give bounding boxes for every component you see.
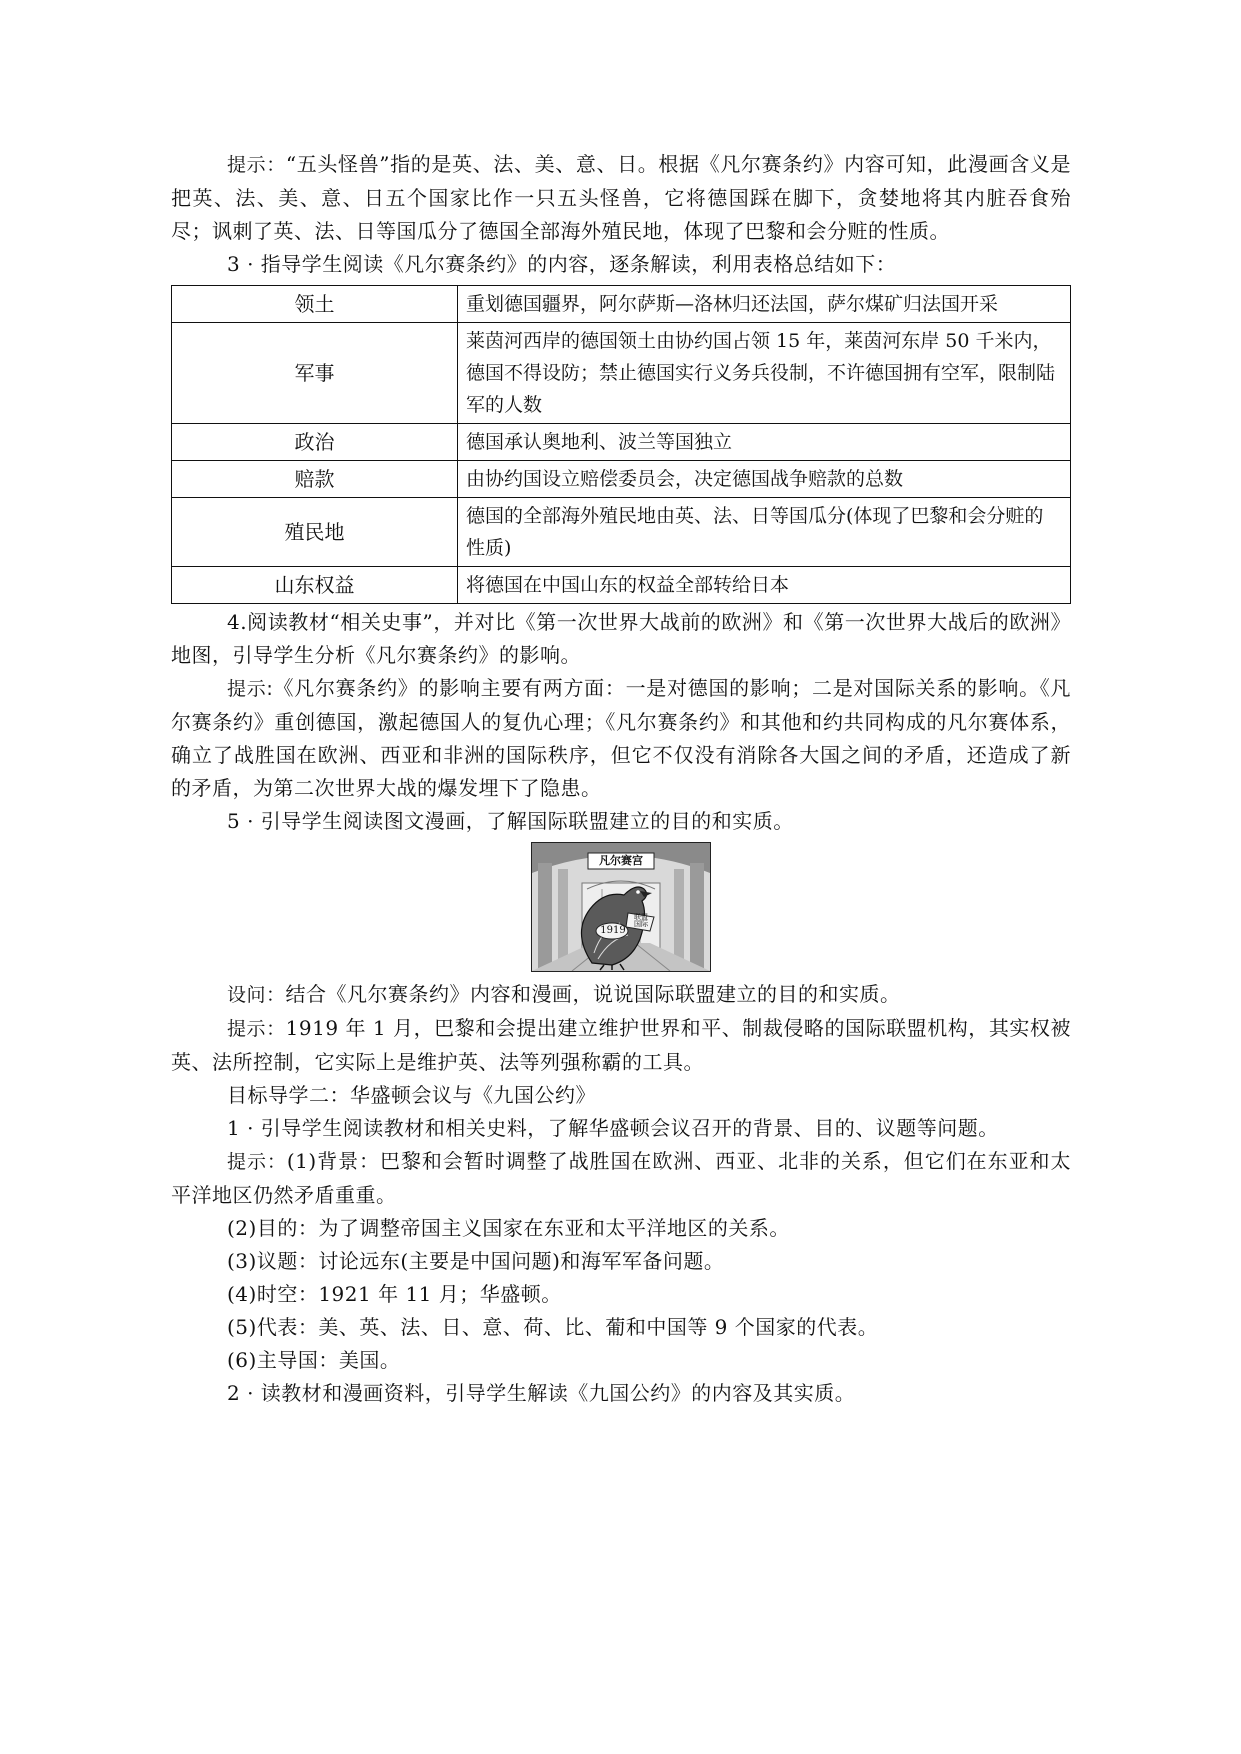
- row-value: 德国承认奥地利、波兰等国独立: [458, 424, 1071, 461]
- hint-paragraph-impact: [171, 672, 1071, 805]
- hint-paragraph-background: [171, 1145, 1071, 1212]
- row-key: 殖民地: [172, 498, 458, 567]
- list-item: (2)目的：为了调整帝国主义国家在东亚和太平洋地区的关系。: [227, 1216, 790, 1240]
- row-key: 山东权益: [172, 567, 458, 604]
- list-item: (5)代表：美、英、法、日、意、荷、比、葡和中国等 9 个国家的代表。: [227, 1315, 879, 1339]
- section-title-goal-2: 目标导学二：华盛顿会议与《九国公约》: [227, 1083, 596, 1107]
- row-value: 将德国在中国山东的权益全部转给日本: [458, 567, 1071, 604]
- cartoon-league-label: 联盟 国际: [634, 913, 648, 928]
- list-item: (4)时空：1921 年 11 月；华盛顿。: [227, 1282, 562, 1306]
- row-key: 政治: [172, 424, 458, 461]
- versailles-treaty-table: [171, 285, 1071, 604]
- list-item: (6)主导国：美国。: [227, 1348, 401, 1372]
- hint-label: 提示：: [227, 154, 286, 176]
- row-key: 军事: [172, 323, 458, 424]
- hint-text: 1919 年 1 月，巴黎和会提出建立维护世界和平、制裁侵略的国际联盟机构，其实权被英、法所控制，它实际上是维护英、法等列强称霸的工具。: [171, 1016, 1071, 1074]
- row-value: 德国的全部海外殖民地由英、法、日等国瓜分(体现了巴黎和会分赃的性质): [458, 498, 1071, 567]
- table-row: [172, 424, 1071, 461]
- hint-label: 提示:: [227, 678, 274, 700]
- row-key: 领土: [172, 286, 458, 323]
- hint-paragraph-cartoon: [171, 148, 1071, 248]
- question-paragraph: [171, 978, 1071, 1012]
- hint-paragraph-league: [171, 1012, 1071, 1079]
- hint-text: 《凡尔赛条约》的影响主要有两方面：一是对德国的影响；二是对国际关系的影响。《凡尔赛条约》重创德国，激起德国人的复仇心理；《凡尔赛条约》和其他和约共同构成的凡尔赛体系，确立了战胜国在欧洲、西亚和非洲的国际秩序，但它不仅没有消除各大国之间的矛盾，还造成了新的矛盾，为第二次世界大战的爆发埋下了隐患。: [171, 676, 1072, 800]
- document-page: [171, 148, 1071, 1410]
- step-3-instruction: 3 · 指导学生阅读《凡尔赛条约》的内容，逐条解读，利用表格总结如下：: [227, 252, 897, 276]
- row-key: 赔款: [172, 461, 458, 498]
- table-row: [172, 461, 1071, 498]
- cartoon-year-label: 1919: [600, 925, 626, 936]
- hint-label: 提示：: [227, 1018, 286, 1040]
- hint-text: “五头怪兽”指的是英、法、美、意、日。根据《凡尔赛条约》内容可知，此漫画含义是把英、法、美、意、日五个国家比作一只五头怪兽，它将德国踩在脚下，贪婪地将其内脏吞食殆尽；讽刺了英、法、日等国瓜分了德国全部海外殖民地，体现了巴黎和会分赃的性质。: [171, 152, 1071, 243]
- goal-2-step-1: 1 · 引导学生阅读教材和相关史料，了解华盛顿会议召开的背景、目的、议题等问题。: [227, 1116, 999, 1140]
- table-row: [172, 567, 1071, 604]
- row-value: 由协约国设立赔偿委员会，决定德国战争赔款的总数: [458, 461, 1071, 498]
- row-value: 莱茵河西岸的德国领土由协约国占领 15 年，莱茵河东岸 50 千米内，德国不得设防；禁止德国实行义务兵役制，不许德国拥有空军，限制陆军的人数: [458, 323, 1071, 424]
- cartoon-sign-label: 凡尔赛宫: [599, 854, 643, 867]
- hint-text: (1)背景：巴黎和会暂时调整了战胜国在欧洲、西亚、北非的关系，但它们在东亚和太平洋地区仍然矛盾重重。: [171, 1149, 1071, 1207]
- step-5-instruction: 5 · 引导学生阅读图文漫画，了解国际联盟建立的目的和实质。: [227, 809, 794, 833]
- question-label: 设问：: [227, 984, 286, 1006]
- hint-label: 提示：: [227, 1151, 287, 1173]
- table-row: [172, 498, 1071, 567]
- table-row: [172, 286, 1071, 323]
- table-row: [172, 323, 1071, 424]
- league-of-nations-cartoon: [531, 842, 711, 972]
- question-text: 结合《凡尔赛条约》内容和漫画，说说国际联盟建立的目的和实质。: [285, 982, 901, 1006]
- step-4-instruction: 4.阅读教材“相关史事”，并对比《第一次世界大战前的欧洲》和《第一次世界大战后的欧洲》地图，引导学生分析《凡尔赛条约》的影响。: [171, 610, 1071, 667]
- list-item: (3)议题：讨论远东(主要是中国问题)和海军军备问题。: [227, 1249, 725, 1273]
- goal-2-step-2: 2 · 读教材和漫画资料，引导学生解读《九国公约》的内容及其实质。: [227, 1381, 856, 1405]
- row-value: 重划德国疆界，阿尔萨斯—洛林归还法国，萨尔煤矿归法国开采: [458, 286, 1071, 323]
